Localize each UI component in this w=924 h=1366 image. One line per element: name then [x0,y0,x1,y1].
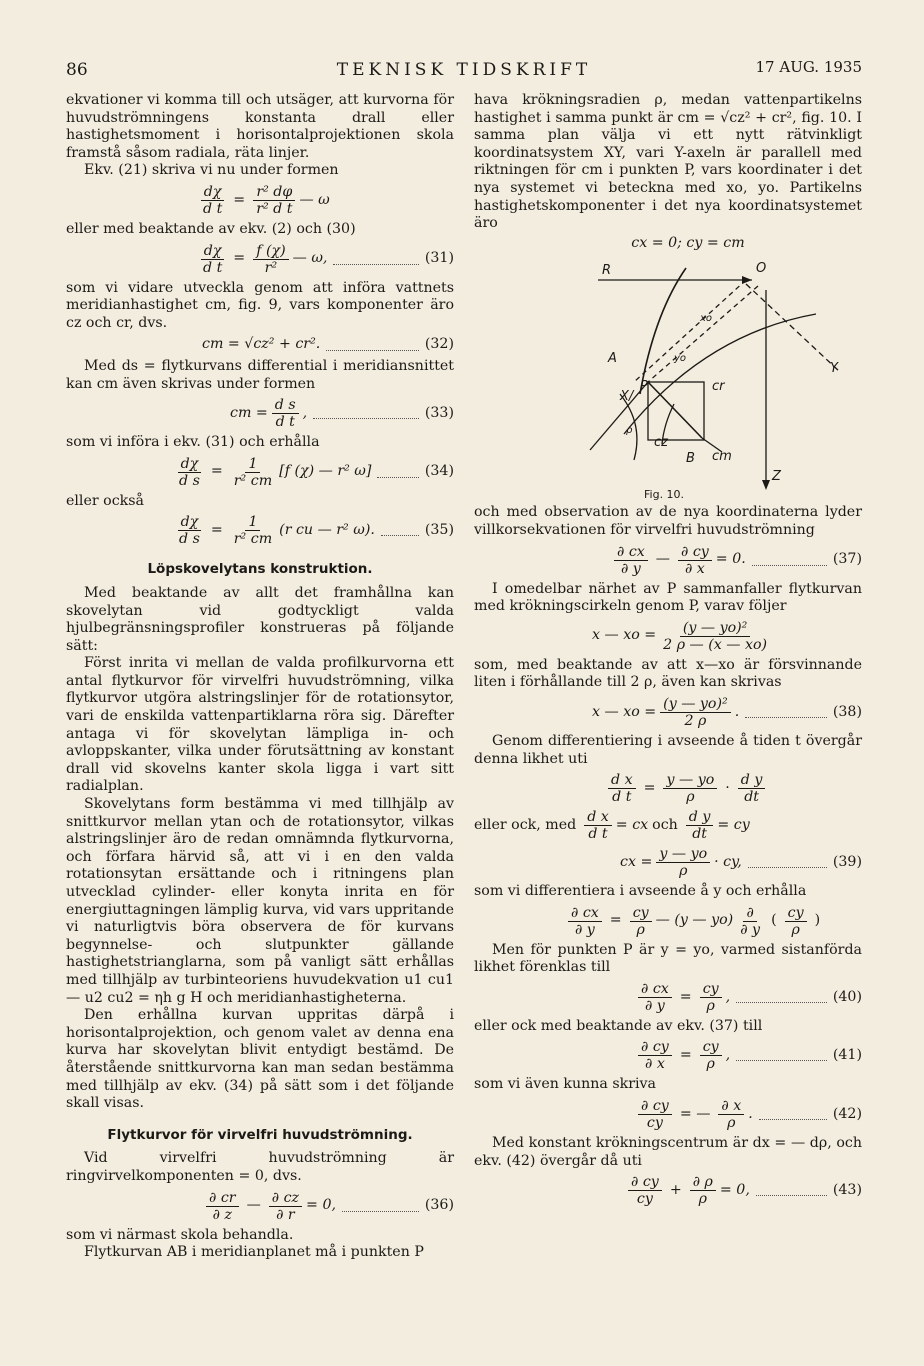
figure-label-o: O [756,261,767,277]
paragraph: som vi även kunna skriva [474,1076,657,1093]
equation-40: $\frac{\partial cx}{\partial y}$ = $\frac{cy}{\rho}$ , (40) [474,981,862,1014]
equation-differentiation: $\frac{\partial cx}{\partial y}$ = $\frac{cy}{\rho}$ — (y — yo) $\frac{\partial}{\partial y}$ ( $\frac{cy}{\rho}$ ) [474,905,862,938]
figure-label-y: Y [830,361,838,377]
paragraph: Den erhållna kurvan uppritas därpå i horisontalprojektion, och genom valet av denna ena kurva har skovelytan blivit entydigt bestämd. De återstående snittkurvorna kan man sedan bestämma med tillhjälp av ekv. (34) på sätt som i det följande skall visas. [66,1007,454,1112]
equation-31: $\frac{d\chi}{\text{d t}}$ = $\frac{f (\chi)}{\text{r²}}$ — ω, (31) [66,243,454,276]
paragraph: Med ds = flytkurvans differential i meridiansnittet kan cm även skrivas under formen [66,357,454,392]
equation-substitution: eller ock, med $\frac{\text{d x}}{\text{d t}}$ = cx och $\frac{\text{d y}}{dt}$ = cy [474,809,750,843]
equation-velocity-components: cx = 0; cy = cm [631,234,745,251]
equation-number: (34) [424,463,454,480]
figure-label-cr: cr [712,379,725,395]
equation-39: cx = $\frac{y — yo}{\rho}$ · cy, (39) [620,846,862,880]
page-header [66,58,862,82]
right-column [474,92,862,1211]
figure-label-xo: xo [700,313,713,325]
equation-43: $\frac{\partial cy}{cy}$ + $\frac{\partial \rho}{\rho}$ = 0, (43) [474,1174,862,1207]
paragraph: eller med beaktande av ekv. (2) och (30) [66,220,356,237]
equation-number: (37) [832,551,862,568]
paragraph: eller ock med beaktande av ekv. (37) till [474,1017,763,1034]
figure-10-diagram [474,254,862,494]
paragraph: som vi vidare utveckla genom att införa vattnets meridianhastighet cm, fig. 9, vars komponenter äro cz och cr, dvs. [66,279,454,331]
paragraph: Flytkurvan AB i meridianplanet må i punkten P [84,1244,424,1261]
equation-35: $\frac{d\chi}{\text{d s}}$ = $\frac{1}{\text{r² cm}}$ (r cu — r² ω). (35) [179,514,454,548]
figure-label-x: X/ [620,389,634,405]
equation-number: (33) [424,404,454,421]
paragraph: som, med beaktande av att x—xo är försvinnande liten i förhållande till 2 ρ, även kan skrivas [474,656,862,691]
figure-10 [474,254,862,502]
equation-number: (38) [832,703,862,720]
paragraph: som vi differentiera i avseende å y och erhålla [474,883,807,900]
equation-41: $\frac{\partial cy}{\partial x}$ = $\frac{cy}{\rho}$ , (41) [474,1039,862,1072]
journal-title: TEKNISK TIDSKRIFT [336,60,592,80]
equation-34: $\frac{d\chi}{\text{d s}}$ = $\frac{1}{\text{r² cm}}$ [f (χ) — r² ω] (34) [179,455,454,489]
equation-number: (39) [832,853,862,870]
figure-label-cm: cm [712,449,732,465]
paragraph: hava krökningsradien ρ, medan vattenpartikelns hastighet i samma punkt är cm = √cz² + cr², fig. 10. I samma plan välja vi ett nytt rätvinkligt koordinatsystem XY, vari Y-axeln är parallell med riktningen för cm i punkten P, vars koordinater i det nya systemet vi beteckna med xo, yo. Partikelns hastighetskomponenter i det nya koordinatsystemet äro [474,92,862,232]
paragraph: Först inrita vi mellan de valda profilkurvorna ett antal flytkurvor för virvelfri huvudströmning, vilka flytkurvor utgöra alstringslinjer för de rotationsytor, vari de enskilda vattenpartiklarna röra sig. Därefter antaga vi för skovelytan lämpliga in- och avloppskanter, vilka under förutsättning av konstant drall vid skovelns kanter skola ligga i vart sitt radialplan. [66,655,454,795]
equation-number: (43) [832,1181,862,1198]
paragraph: I omedelbar närhet av P sammanfaller flytkurvan med krökningscirkeln genom P, varav följer [474,580,862,615]
figure-label-rho: ρ [626,425,633,437]
equation-number: (42) [832,1105,862,1122]
left-column [66,92,454,1262]
paragraph: Genom differentiering i avseende å tiden t övergår denna likhet uti [474,732,862,767]
figure-label-yo: yo [674,353,687,365]
paragraph: Men för punkten P är y = yo, varmed sistanförda likhet förenklas till [474,941,862,976]
figure-label-b: B [686,451,695,467]
paragraph: eller också [66,492,144,509]
issue-date: 17 AUG. 1935 [755,58,862,76]
equation-number: (35) [424,522,454,539]
equation-curvature: x — xo = $\frac{\text{(y — yo)²}}{2 \rho — (x — xo)}$ [592,619,768,653]
equation-21: $\frac{d\chi}{\text{d t}}$ = $\frac{\text{r² dφ}}{\text{r² d t}}$ — ω [66,184,454,217]
paragraph: som vi närmast skola behandla. [66,1226,294,1243]
equation-number: (32) [424,336,454,353]
equation-37: $\frac{\partial cx}{\partial y}$ — $\frac{\partial cy}{\partial x}$ = 0. (37) [474,544,862,577]
equation-number: (41) [832,1047,862,1064]
page-number: 86 [66,60,88,80]
figure-label-p: P [640,379,648,395]
equation-42: $\frac{\partial cy}{cy}$ = — $\frac{\partial x}{\rho}$ . (42) [474,1098,862,1131]
paragraph: Med beaktande av allt det framhållna kan skovelytan vid godtyckligt valda hjulbegränsningsprofiler konstrueras på följande sätt: [66,584,454,654]
figure-label-cz: cz [654,435,668,451]
equation-number: (40) [832,988,862,1005]
paragraph: som vi införa i ekv. (31) och erhålla [66,434,320,451]
equation-36: $\frac{\partial cr}{\partial z}$ — $\frac{\partial cz}{\partial r}$ = 0, (36) [66,1190,454,1223]
figure-label-r: R [602,263,612,279]
paragraph: Med konstant krökningscentrum är dx = — dρ, och ekv. (42) övergår då uti [474,1135,862,1169]
paragraph: Skovelytans form bestämma vi med tillhjälp av snittkurvor mellan ytan och de rotationsytor, vilkas alstringslinjer äro de redan omnämnda flytkurvorna, och förfara härvid så, att vi i en den valda rotationsytan ersättande och i ritningens plan utvecklad cylinder- eller konyta inrita en för energiuttagningen lämplig kurva, vid vars uppritande vi naturligtvis böra observera de för kurvans begynnelse- och slutpunkter gällande hastighetstrianglarna, som på vanligt sätt erhållas med tillhjälp av turbinteoriens huvudekvation u1 cu1 — u2 cu2 = ηh g H och meridianhastigheterna. [66,796,454,1006]
paragraph: Vid virvelfri huvudströmning är ringvirvelkomponenten = 0, dvs. [66,1150,454,1184]
equation-dx-dt: $\frac{\text{d x}}{\text{d t}}$ = $\frac{y — yo}{\rho}$ · $\frac{\text{d y}}{dt}$ [474,772,862,805]
figure-label-z: Z [772,469,781,485]
section-heading: Löpskovelytans konstruktion. [147,561,373,578]
equation-number: (36) [424,1197,454,1214]
section-heading: Flytkurvor för virvelfri huvudströmning. [107,1126,413,1143]
paragraph: ekvationer vi komma till och utsäger, att kurvorna för huvudströmningens konstanta drall eller hastighetsmoment i horisontalprojektionen skola framstå såsom radiala, räta linjer. [66,92,454,161]
paragraph: Ekv. (21) skriva vi nu under formen [84,162,339,179]
paragraph: och med observation av de nya koordinaterna lyder villkorsekvationen för virvelfri huvudströmning [474,504,862,538]
equation-number: (31) [424,250,454,267]
equation-32: cm = √cz² + cr². (32) [202,336,454,353]
equation-33: cm = $\frac{\text{d s}}{\text{d t}}$ , (33) [230,397,454,431]
equation-38: x — xo = $\frac{\text{(y — yo)²}}{2 \rho}$ . (38) [592,695,862,729]
figure-caption: Fig. 10. [644,488,685,502]
figure-label-a: A [608,351,617,367]
